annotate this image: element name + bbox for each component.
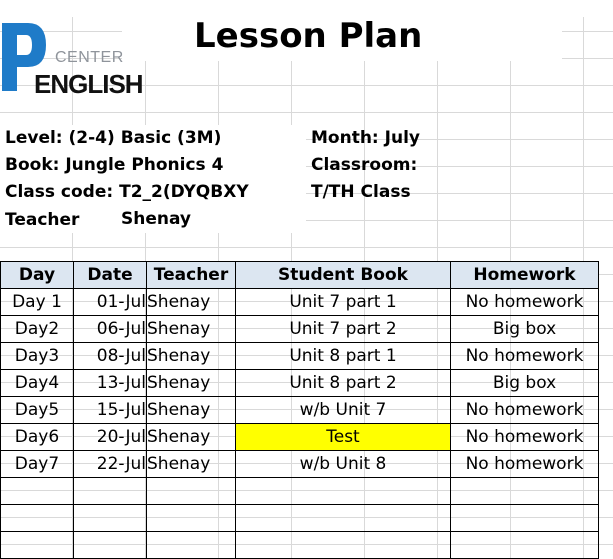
- cell-date[interactable]: 06-Jul: [74, 316, 147, 343]
- month-text: Month: July: [311, 128, 420, 148]
- cell-empty[interactable]: [236, 532, 451, 559]
- cell-homework[interactable]: No homework: [451, 289, 599, 316]
- cell-student-book-highlighted[interactable]: Test: [236, 424, 451, 451]
- teacher-label: Teacher: [5, 210, 80, 230]
- table-row: [1, 451, 599, 478]
- cell-teacher[interactable]: Shenay: [147, 316, 236, 343]
- cell-teacher[interactable]: Shenay: [147, 370, 236, 397]
- logo-main-text: ENGLISH: [34, 69, 143, 99]
- cell-empty[interactable]: [1, 532, 74, 559]
- cell-day[interactable]: Day3: [1, 343, 74, 370]
- cell-date[interactable]: 01-Jul: [74, 289, 147, 316]
- cell-homework[interactable]: Big box: [451, 316, 599, 343]
- table-row-empty: [1, 505, 599, 532]
- page-title: Lesson Plan: [194, 16, 423, 56]
- cell-empty[interactable]: [74, 532, 147, 559]
- header-day[interactable]: Day: [1, 262, 74, 289]
- lesson-table: [0, 261, 599, 559]
- cell-empty[interactable]: [1, 505, 74, 532]
- cell-date[interactable]: 08-Jul: [74, 343, 147, 370]
- table-row: [1, 289, 599, 316]
- cell-teacher[interactable]: Shenay: [147, 289, 236, 316]
- cell-day[interactable]: Day2: [1, 316, 74, 343]
- class-days-text: T/TH Class: [311, 182, 411, 202]
- cell-homework[interactable]: No homework: [451, 343, 599, 370]
- cell-teacher[interactable]: Shenay: [147, 397, 236, 424]
- cell-homework[interactable]: Big box: [451, 370, 599, 397]
- header-teacher[interactable]: Teacher: [147, 262, 236, 289]
- header-student-book[interactable]: Student Book: [236, 262, 451, 289]
- cell-empty[interactable]: [236, 505, 451, 532]
- cell-date[interactable]: 22-Jul: [74, 451, 147, 478]
- book-text: Book: Jungle Phonics 4: [5, 155, 224, 175]
- cell-date[interactable]: 13-Jul: [74, 370, 147, 397]
- cell-homework[interactable]: No homework: [451, 397, 599, 424]
- classroom-text: Classroom:: [311, 155, 418, 175]
- level-text: Level: (2-4) Basic (3M): [5, 128, 222, 148]
- cell-student-book[interactable]: Unit 7 part 1: [236, 289, 451, 316]
- cell-day[interactable]: Day5: [1, 397, 74, 424]
- cell-day[interactable]: Day7: [1, 451, 74, 478]
- teacher-name: Shenay: [121, 209, 192, 229]
- table-row-empty: [1, 478, 599, 505]
- center-english-logo: [0, 17, 143, 99]
- cell-student-book[interactable]: w/b Unit 8: [236, 451, 451, 478]
- cell-student-book[interactable]: Unit 8 part 2: [236, 370, 451, 397]
- sheet-top-margin: [0, 0, 613, 17]
- cell-teacher[interactable]: Shenay: [147, 451, 236, 478]
- cell-teacher[interactable]: Shenay: [147, 343, 236, 370]
- cell-day[interactable]: Day 1: [1, 289, 74, 316]
- cell-day[interactable]: Day4: [1, 370, 74, 397]
- cell-day[interactable]: Day6: [1, 424, 74, 451]
- cell-homework[interactable]: No homework: [451, 451, 599, 478]
- cell-empty[interactable]: [236, 478, 451, 505]
- table-row: [1, 424, 599, 451]
- cell-teacher[interactable]: Shenay: [147, 424, 236, 451]
- header-homework[interactable]: Homework: [451, 262, 599, 289]
- table-header-row: [1, 262, 599, 289]
- cell-empty[interactable]: [147, 505, 236, 532]
- table-row: [1, 370, 599, 397]
- table-row: [1, 343, 599, 370]
- class-code-text: Class code: T2_2(DYQBXY: [5, 182, 249, 202]
- cell-empty[interactable]: [451, 532, 599, 559]
- cell-student-book[interactable]: w/b Unit 7: [236, 397, 451, 424]
- cell-date[interactable]: 15-Jul: [74, 397, 147, 424]
- cell-student-book[interactable]: Unit 8 part 1: [236, 343, 451, 370]
- cell-student-book[interactable]: Unit 7 part 2: [236, 316, 451, 343]
- cell-empty[interactable]: [147, 532, 236, 559]
- cell-empty[interactable]: [74, 478, 147, 505]
- cell-empty[interactable]: [451, 505, 599, 532]
- table-row-empty: [1, 532, 599, 559]
- cell-date[interactable]: 20-Jul: [74, 424, 147, 451]
- cell-homework[interactable]: No homework: [451, 424, 599, 451]
- table-row: [1, 316, 599, 343]
- cell-empty[interactable]: [451, 478, 599, 505]
- cell-empty[interactable]: [1, 478, 74, 505]
- logo-small-text: CENTER: [55, 49, 124, 66]
- table-row: [1, 397, 599, 424]
- header-date[interactable]: Date: [74, 262, 147, 289]
- cell-empty[interactable]: [147, 478, 236, 505]
- cell-empty[interactable]: [74, 505, 147, 532]
